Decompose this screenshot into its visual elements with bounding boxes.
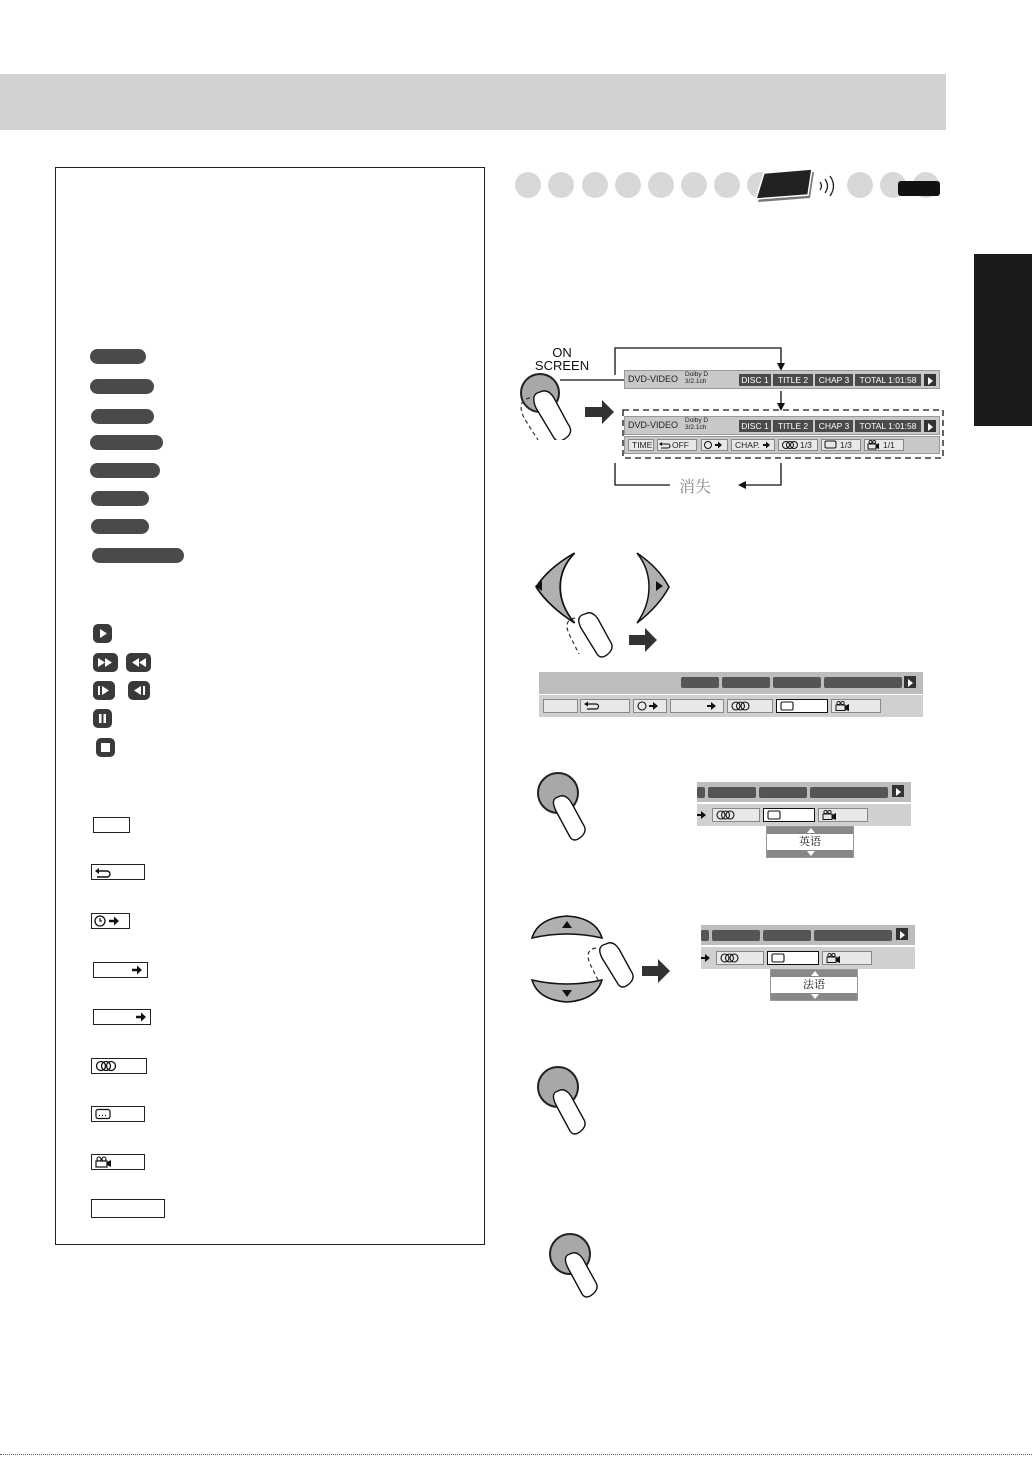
osd-disc: DISC 1: [739, 374, 771, 386]
osd-cell: [697, 787, 705, 798]
osd-chapter-search[interactable]: CHAP.: [731, 439, 775, 451]
osd-audio[interactable]: 1/3: [778, 439, 818, 451]
osd-bar-step2: [539, 672, 923, 694]
finger-press-icon: [552, 1089, 607, 1144]
black-badge: [898, 181, 940, 196]
subtitle-language-popup-french[interactable]: [770, 969, 858, 1001]
osd-bar-step3: [697, 782, 911, 802]
play-icon: [93, 624, 112, 643]
osd-audio-format: Dolby D 3/2.1ch: [685, 417, 709, 431]
osd-bar-step4: [701, 925, 915, 945]
decor-dot: [714, 172, 740, 198]
time-search-icon: [91, 913, 130, 929]
osd-dvd-video: DVD-VIDEO: [628, 420, 679, 430]
subtitle-icon: [91, 1106, 145, 1122]
indicator-pill-4: [90, 435, 163, 450]
indicator-pill-7: [91, 519, 149, 534]
osd-chap: CHAP 3: [815, 374, 853, 386]
angle-icon: [91, 1154, 145, 1170]
osd-chapter-search: [670, 699, 724, 713]
indicator-pill-1: [90, 349, 146, 364]
chapter-search-icon: [93, 962, 148, 978]
display-field-box: [91, 1199, 165, 1218]
osd-chap: CHAP 3: [815, 420, 853, 432]
header-band: [0, 74, 946, 130]
osd-title: TITLE 2: [773, 420, 813, 432]
osd-audio: [727, 699, 773, 713]
osd-cell: [810, 787, 888, 798]
finger-press-icon: [564, 1252, 619, 1307]
decor-dot: [548, 172, 574, 198]
indicator-pill-5: [90, 463, 160, 478]
osd-function-bar: [624, 436, 940, 454]
osd-function-bar-step2: [539, 695, 923, 717]
osd-cell: [708, 787, 756, 798]
osd-status-bar: [624, 370, 940, 389]
popup-language-value: 法语: [803, 978, 825, 991]
decor-dot: [681, 172, 707, 198]
osd-cell: [773, 677, 821, 688]
osd-cell: [824, 677, 902, 688]
osd-cell: [722, 677, 770, 688]
osd-audio: [712, 808, 760, 822]
osd-play-icon: [896, 928, 908, 940]
osd-subtitle-selected: [776, 699, 828, 713]
title-search-icon: [93, 1009, 151, 1025]
osd-function-bar-step3: [697, 804, 911, 826]
remote-control-icon: [752, 168, 842, 208]
osd-fn-cell: [543, 699, 578, 713]
indicator-pill-8: [92, 548, 184, 563]
osd-subtitle[interactable]: 1/3: [821, 439, 861, 451]
osd-play-icon: [924, 374, 936, 386]
osd-total: TOTAL 1:01:58: [855, 420, 921, 432]
osd-dvd-video: DVD-VIDEO: [628, 374, 679, 384]
osd-status-bar-expanded: [624, 416, 940, 435]
osd-disc: DISC 1: [739, 420, 771, 432]
osd-repeat[interactable]: OFF: [657, 439, 697, 451]
osd-angle: [822, 951, 872, 965]
osd-cell: [814, 930, 892, 941]
decor-dot: [582, 172, 608, 198]
popup-up-arrow[interactable]: [767, 827, 853, 834]
disappear-label: 消失: [679, 477, 712, 496]
popup-down-arrow[interactable]: [771, 993, 857, 1000]
audio-icon: [91, 1058, 147, 1074]
osd-angle: [818, 808, 868, 822]
osd-function-bar-step4: [701, 947, 915, 969]
stop-icon: [96, 738, 115, 757]
legend-box: [55, 167, 485, 1245]
osd-time[interactable]: TIME: [628, 439, 654, 451]
osd-cell: [759, 787, 807, 798]
osd-audio: [716, 951, 764, 965]
pause-icon: [93, 709, 112, 728]
cursor-left-right-buttons[interactable]: [525, 548, 685, 663]
osd-total: TOTAL 1:01:58: [855, 374, 921, 386]
cursor-up-down-buttons[interactable]: [528, 908, 688, 1008]
side-tab: [974, 254, 1032, 426]
osd-play-icon: [892, 785, 904, 797]
decor-dot: [847, 172, 873, 198]
bottom-rule: [0, 1454, 1032, 1455]
osd-cell: [681, 677, 719, 688]
fast-forward-icon: [93, 653, 118, 672]
osd-audio-format: Dolby D 3/2.1ch: [685, 371, 709, 385]
indicator-pill-3: [91, 409, 154, 424]
osd-cell: [701, 930, 709, 941]
popup-language-value: 英语: [799, 835, 821, 848]
popup-up-arrow[interactable]: [771, 970, 857, 977]
decor-dot: [515, 172, 541, 198]
osd-time-search: [633, 699, 667, 713]
popup-down-arrow[interactable]: [767, 850, 853, 857]
decor-dot: [615, 172, 641, 198]
osd-repeat: [580, 699, 630, 713]
osd-subtitle-selected: [763, 808, 815, 822]
time-field-box: [93, 817, 130, 833]
subtitle-language-popup-english[interactable]: [766, 826, 854, 858]
decor-dot: [648, 172, 674, 198]
osd-cell: [712, 930, 760, 941]
indicator-pill-2: [90, 379, 154, 394]
repeat-icon: [91, 864, 145, 880]
osd-time-search[interactable]: [701, 439, 728, 451]
osd-angle: [831, 699, 881, 713]
finger-press-icon: [552, 795, 607, 850]
slow-forward-icon: [93, 681, 115, 700]
osd-subtitle-selected: [767, 951, 819, 965]
osd-cell: [763, 930, 811, 941]
on-screen-label: ON SCREEN: [534, 345, 590, 373]
osd-angle[interactable]: 1/1: [864, 439, 904, 451]
fast-reverse-icon: [126, 653, 151, 672]
osd-play-icon: [924, 420, 936, 432]
slow-reverse-icon: [128, 681, 150, 700]
osd-title: TITLE 2: [773, 374, 813, 386]
osd-play-icon: [904, 676, 916, 688]
indicator-pill-6: [91, 491, 149, 506]
